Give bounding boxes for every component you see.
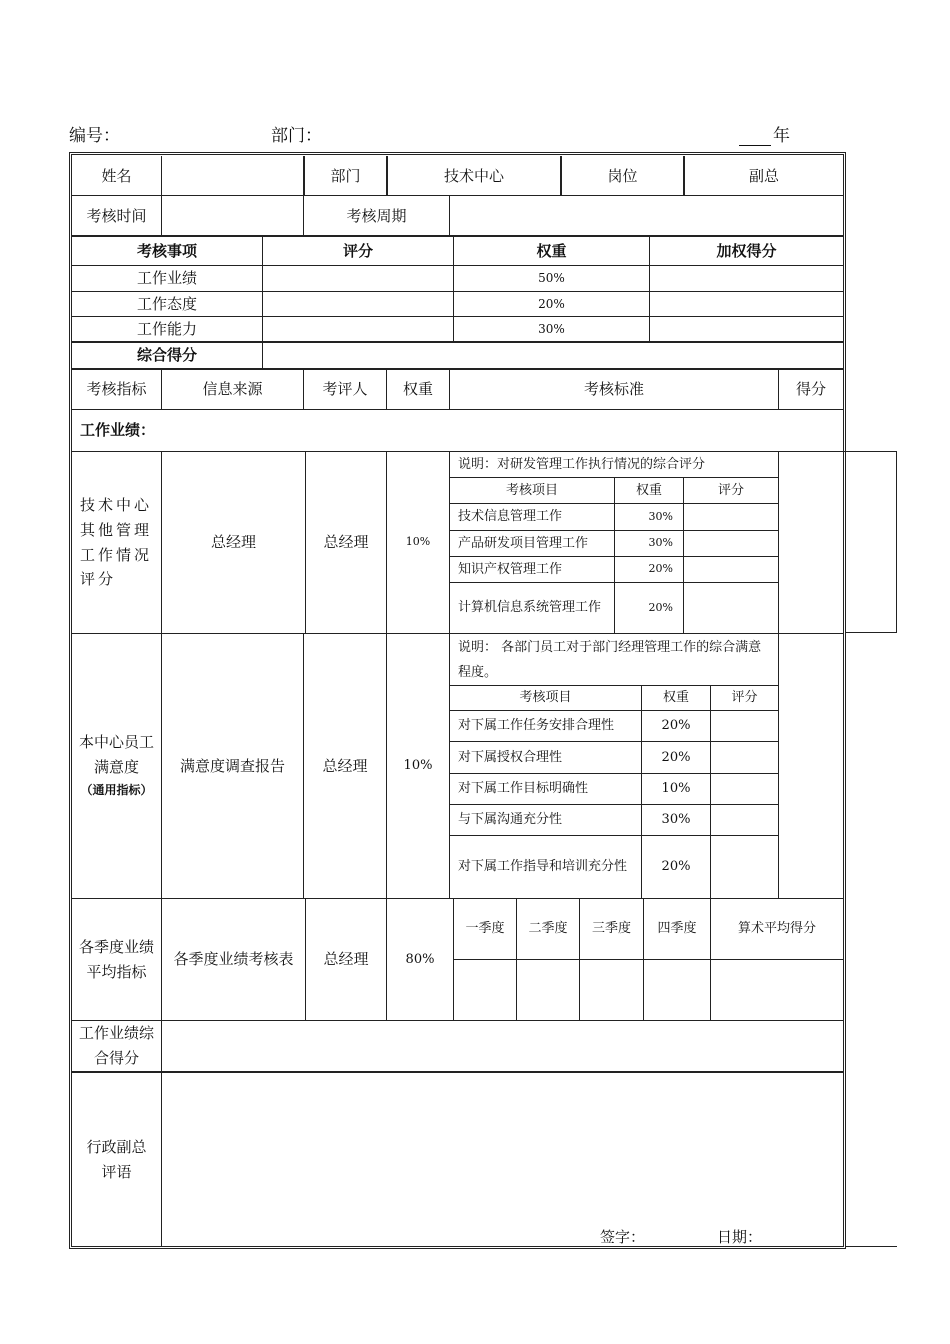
- satisfaction-weight: 10%: [403, 758, 433, 774]
- tech-score-field[interactable]: [779, 452, 896, 633]
- satisfaction-item-name: 对下属工作任务安排合理性: [458, 718, 615, 734]
- summary-score-field[interactable]: [263, 266, 453, 291]
- summary-header-weight: 权重: [536, 241, 567, 260]
- detail-header-indicator: 考核指标: [86, 380, 147, 399]
- summary-score-field[interactable]: [263, 292, 453, 317]
- quarterly-source: 各季度业绩考核表: [173, 950, 294, 969]
- satisfaction-item-score-field[interactable]: [711, 836, 778, 898]
- satisfaction-item-name: 与下属沟通充分性: [458, 812, 563, 828]
- name-label: 姓名: [101, 166, 132, 185]
- summary-header-item: 考核事项: [136, 241, 197, 260]
- time-label: 考核时间: [86, 206, 147, 225]
- tech-item-name: 产品研发项目管理工作: [458, 535, 589, 551]
- date-label: 日期：: [717, 1228, 763, 1246]
- satisfaction-item-weight: 10%: [661, 781, 691, 797]
- year-label: 年: [773, 126, 790, 146]
- quarter-1-field[interactable]: [454, 960, 516, 1020]
- perf-total-field[interactable]: [162, 1021, 843, 1071]
- post-value: 副总: [748, 166, 779, 185]
- comment-field[interactable]: [162, 1073, 843, 1223]
- summary-row-item: 工作能力: [136, 320, 197, 339]
- quarter-2-field[interactable]: [517, 960, 579, 1020]
- summary-row-item: 工作态度: [136, 295, 197, 314]
- tech-weight: 10%: [405, 535, 431, 549]
- tech-evaluator: 总经理: [323, 533, 369, 552]
- name-field[interactable]: [162, 156, 303, 196]
- summary-header-weighted: 加权得分: [716, 241, 777, 260]
- tech-source: 总经理: [210, 533, 256, 552]
- period-label: 考核周期: [346, 206, 407, 225]
- tech-sub-header-score: 评分: [717, 482, 744, 498]
- tech-sub-header-weight: 权重: [635, 482, 662, 498]
- detail-header-weight: 权重: [402, 380, 433, 399]
- satisfaction-evaluator: 总经理: [322, 756, 368, 775]
- code-label: 编号：: [69, 126, 120, 146]
- year-field[interactable]: [739, 121, 790, 146]
- average-score-field[interactable]: [711, 960, 843, 1020]
- post-label: 岗位: [607, 166, 638, 185]
- dept-header-label: 部门：: [271, 126, 322, 146]
- quarter-3-field[interactable]: [580, 960, 643, 1020]
- year-blank[interactable]: [739, 129, 771, 146]
- satisfaction-item-name: 对下属工作指导和培训充分性: [458, 858, 628, 874]
- summary-row-weight: 20%: [538, 296, 565, 311]
- satisfaction-indicator-note: （通用指标）: [80, 783, 153, 798]
- perf-total-label: 工作业绩综合得分: [78, 1024, 154, 1067]
- tech-item-score-field[interactable]: [684, 583, 778, 633]
- detail-header-source: 信息来源: [202, 380, 263, 399]
- satisfaction-item-score-field[interactable]: [711, 774, 778, 804]
- quarter-2-header: 二季度: [528, 921, 568, 937]
- satisfaction-item-weight: 20%: [661, 718, 691, 734]
- quarterly-weight: 80%: [405, 951, 435, 967]
- satisfaction-source: 满意度调查报告: [179, 756, 285, 775]
- quarter-4-header: 四季度: [657, 921, 697, 937]
- satisfaction-item-weight: 20%: [661, 859, 691, 875]
- satisfaction-item-name: 对下属工作目标明确性: [458, 781, 589, 797]
- tech-item-score-field[interactable]: [684, 531, 778, 556]
- summary-row-weight: 50%: [538, 270, 565, 285]
- tech-note: 说明：对研发管理工作执行情况的综合评分: [458, 456, 706, 472]
- satisfaction-indicator: 本中心员工满意度: [78, 732, 154, 776]
- tech-item-name: 知识产权管理工作: [458, 561, 563, 577]
- satisfaction-note: 说明： 各部门员工对于部门经理管理工作的综合满意程度。: [458, 640, 762, 680]
- satisfaction-sub-header-weight: 权重: [662, 690, 689, 706]
- tech-item-weight: 30%: [648, 509, 673, 523]
- summary-weighted-field[interactable]: [650, 292, 843, 317]
- summary-weighted-field[interactable]: [650, 266, 843, 291]
- summary-row-weight: 30%: [538, 321, 565, 336]
- tech-item-name: 计算机信息系统管理工作: [458, 599, 602, 615]
- detail-header-score: 得分: [795, 380, 826, 399]
- satisfaction-indicator-cell: [72, 634, 161, 898]
- satisfaction-item-score-field[interactable]: [711, 805, 778, 835]
- summary-row-item: 工作业绩: [136, 269, 197, 288]
- satisfaction-item-weight: 20%: [661, 749, 691, 765]
- period-field[interactable]: [450, 196, 843, 236]
- detail-header-standard: 考核标准: [583, 380, 644, 399]
- satisfaction-item-weight: 30%: [661, 812, 691, 828]
- satisfaction-sub-header-score: 评分: [731, 690, 758, 706]
- quarter-3-header: 三季度: [591, 921, 631, 937]
- satisfaction-item-name: 对下属授权合理性: [458, 749, 563, 765]
- dept-label: 部门: [330, 166, 361, 185]
- total-score-field[interactable]: [263, 343, 843, 368]
- satisfaction-score-field[interactable]: [779, 634, 843, 898]
- tech-item-score-field[interactable]: [684, 557, 778, 582]
- quarter-4-field[interactable]: [644, 960, 710, 1020]
- tech-item-name: 技术信息管理工作: [458, 509, 563, 525]
- summary-weighted-field[interactable]: [650, 317, 843, 342]
- quarterly-evaluator: 总经理: [323, 950, 369, 969]
- satisfaction-item-score-field[interactable]: [711, 711, 778, 741]
- detail-header-evaluator: 考评人: [322, 380, 368, 399]
- comment-label: 行政副总评语: [86, 1137, 147, 1181]
- quarterly-indicator: 各季度业绩平均指标: [78, 937, 154, 981]
- section-title: 工作业绩：: [80, 421, 156, 440]
- tech-sub-header-item: 考核项目: [505, 482, 558, 498]
- average-score-header: 算术平均得分: [737, 921, 816, 937]
- time-field[interactable]: [162, 196, 303, 236]
- tech-item-weight: 20%: [648, 562, 673, 576]
- tech-item-weight: 20%: [648, 600, 673, 614]
- total-score-label: 综合得分: [136, 346, 197, 365]
- satisfaction-item-score-field[interactable]: [711, 742, 778, 773]
- tech-item-weight: 30%: [648, 536, 673, 550]
- sign-label: 签字：: [600, 1228, 646, 1246]
- tech-item-score-field[interactable]: [684, 504, 778, 530]
- summary-score-field[interactable]: [263, 317, 453, 342]
- quarter-1-header: 一季度: [465, 921, 505, 937]
- satisfaction-sub-header-item: 考核项目: [519, 690, 572, 706]
- summary-header-score: 评分: [342, 241, 373, 260]
- dept-value: 技术中心: [443, 166, 504, 185]
- tech-indicator: 技术中心其他管理工作情况评分: [80, 496, 153, 589]
